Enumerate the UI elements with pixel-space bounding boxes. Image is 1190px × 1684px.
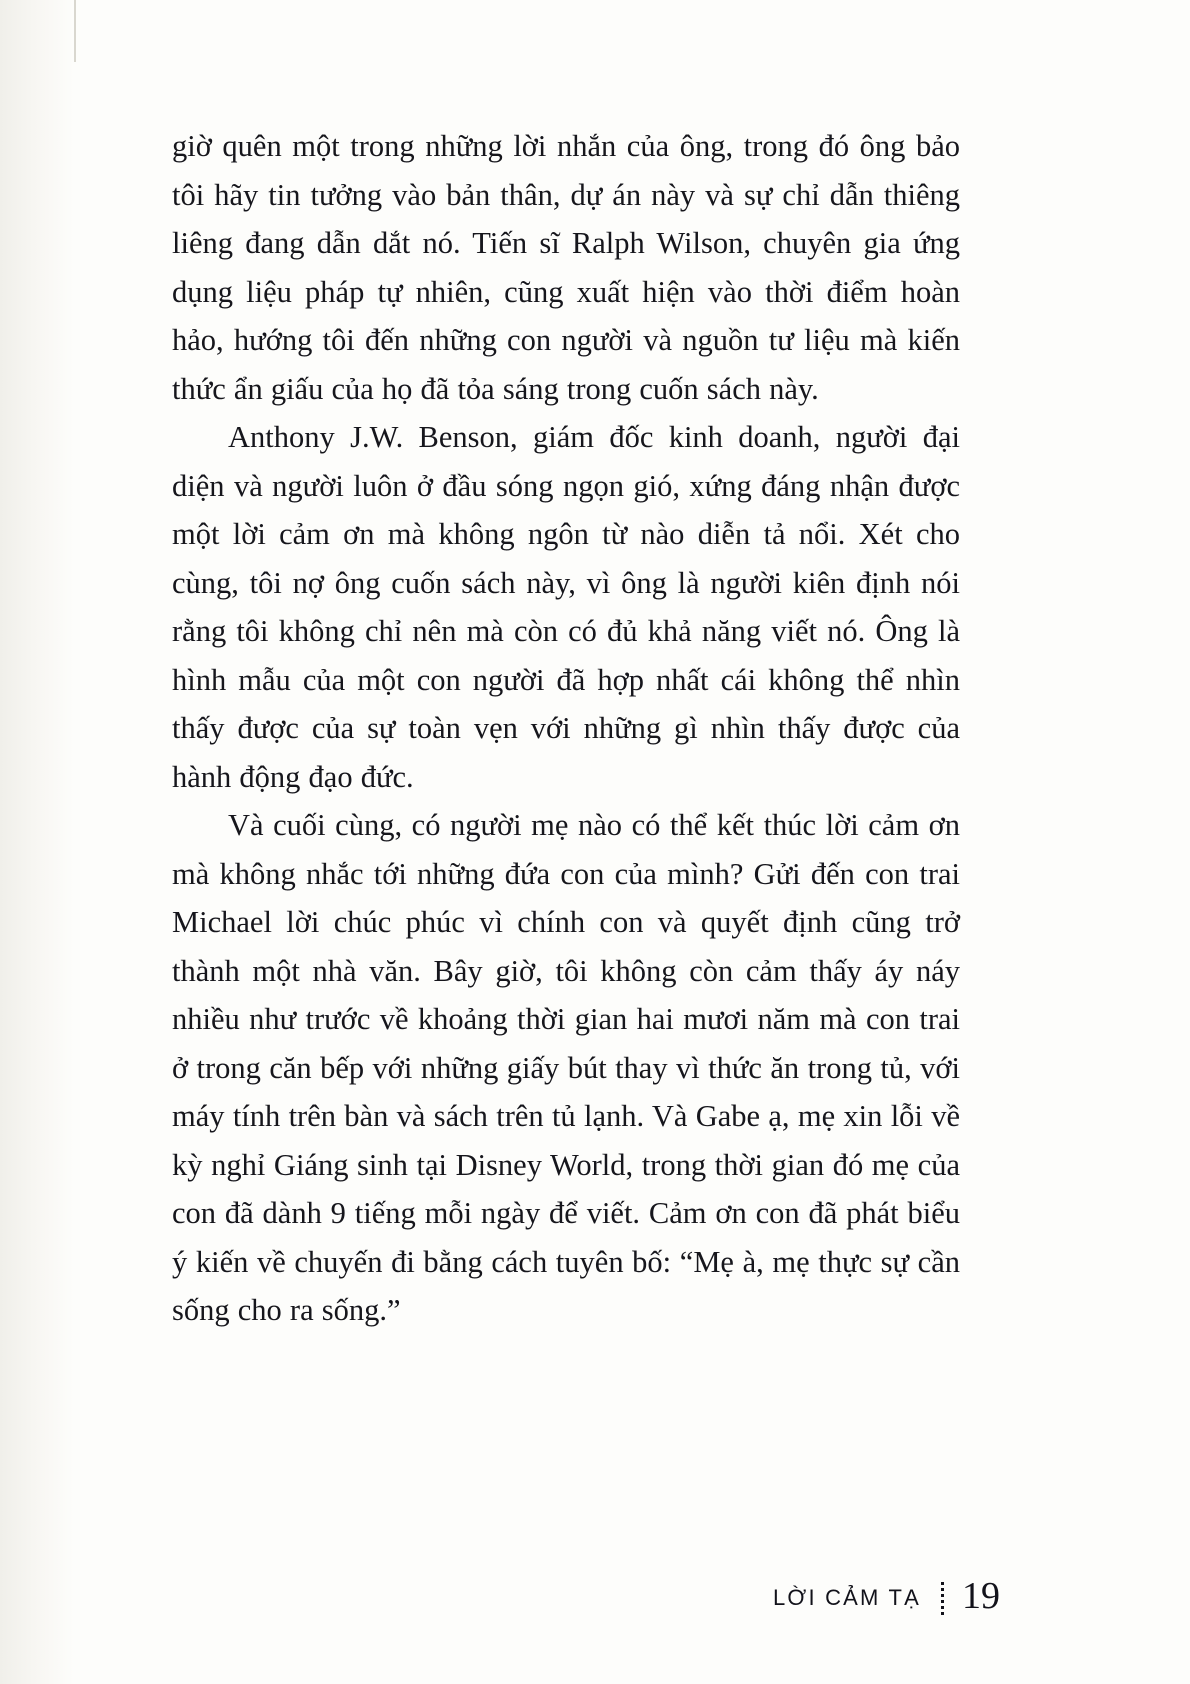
- page-number: 19: [962, 1575, 1000, 1617]
- paragraph: giờ quên một trong những lời nhắn của ông, trong đó ông bảo tôi hãy tin tưởng vào bản thân, dự án này và sự chỉ dẫn thiêng liêng đang dẫn dắt nó. Tiến sĩ Ralph Wilson, chuyên gia ứng dụng liệu pháp tự nhiên, cũng xuất hiện vào thời điểm hoàn hảo, hướng tôi đến những con người và nguồn tư liệu mà kiến thức ẩn giấu của họ đã tỏa sáng trong cuốn sách này.: [172, 129, 960, 406]
- body-text-block: [172, 122, 960, 1335]
- dotted-rule-icon: [941, 1581, 944, 1615]
- page-footer: [0, 1568, 1190, 1628]
- paragraph: Anthony J.W. Benson, giám đốc kinh doanh, người đại diện và người luôn ở đầu sóng ngọn gió, xứng đáng nhận được một lời cảm ơn mà không ngôn từ nào diễn tả nổi. Xét cho cùng, tôi nợ ông cuốn sách này, vì ông là người kiên định nói rằng tôi không chỉ nên mà còn có đủ khả năng viết nó. Ông là hình mẫu của một con người đã hợp nhất cái không thể nhìn thấy được của sự toàn vẹn với những gì nhìn thấy được của hành động đạo đức.: [172, 420, 960, 794]
- paragraph: Và cuối cùng, có người mẹ nào có thể kết thúc lời cảm ơn mà không nhắc tới những đứa con của mình? Gửi đến con trai Michael lời chúc phúc vì chính con và quyết định cũng trở thành một nhà văn. Bây giờ, tôi không còn cảm thấy áy náy nhiều như trước về khoảng thời gian hai mươi năm mà con trai ở trong căn bếp với những giấy bút thay vì thức ăn trong tủ, với máy tính trên bàn và sách trên tủ lạnh. Và Gabe ạ, mẹ xin lỗi về kỳ nghỉ Giáng sinh tại Disney World, trong thời gian đó mẹ của con đã dành 9 tiếng mỗi ngày để viết. Cảm ơn con đã phát biểu ý kiến về chuyến đi bằng cách tuyên bố: “Mẹ à, mẹ thực sự cần sống cho ra sống.”: [172, 808, 960, 1327]
- scan-edge-mark: [74, 0, 76, 62]
- scan-edge-shadow: [0, 0, 74, 1684]
- footer-chapter-label: LỜI CẢM TẠ: [772, 1585, 921, 1610]
